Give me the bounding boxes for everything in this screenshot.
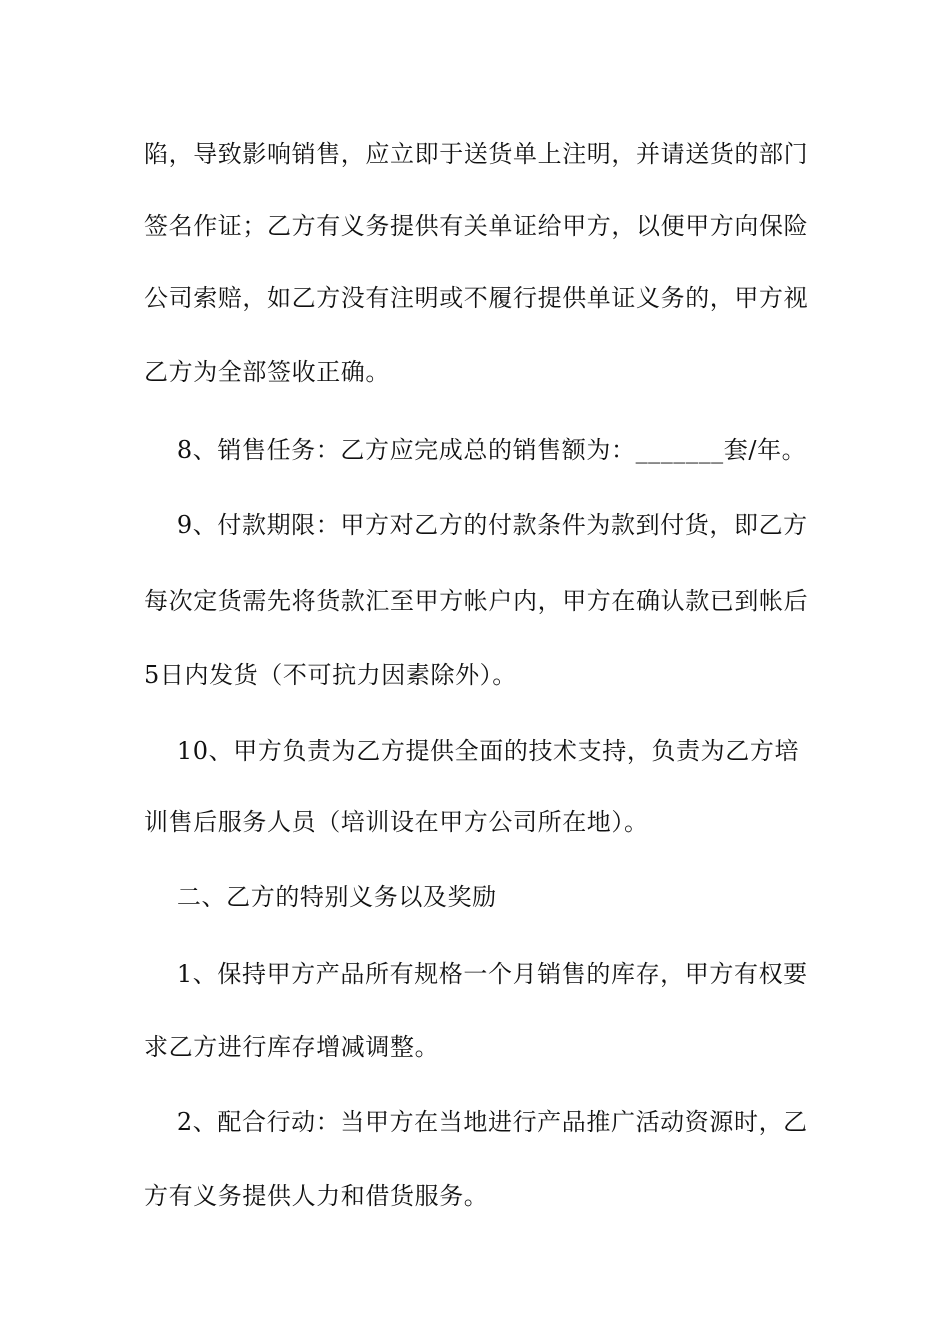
text-line: 9、付款期限：甲方对乙方的付款条件为款到付货，即乙方 (144, 511, 808, 539)
text-line: 10、甲方负责为乙方提供全面的技术支持，负责为乙方培 (144, 737, 800, 765)
text-line: 签名作证；乙方有义务提供有关单证给甲方，以便甲方向保险 (144, 212, 809, 240)
text-line: 方有义务提供人力和借货服务。 (144, 1182, 489, 1210)
text-line: 5日内发货（不可抗力因素除外）。 (144, 661, 517, 689)
text-line: 公司索赔，如乙方没有注明或不履行提供单证义务的，甲方视 (144, 284, 809, 312)
section-heading: 二、乙方的特别义务以及奖励 (144, 883, 497, 911)
text-line: 训售后服务人员（培训设在甲方公司所在地）。 (144, 808, 649, 836)
text-line: 2、配合行动：当甲方在当地进行产品推广活动资源时，乙 (144, 1108, 808, 1136)
text-line: 1、保持甲方产品所有规格一个月销售的库存，甲方有权要 (144, 960, 808, 988)
text-line: 乙方为全部签收正确。 (144, 358, 390, 386)
text-line: 8、销售任务：乙方应完成总的销售额为：_______套/年。 (144, 436, 807, 464)
text-line: 陷，导致影响销售，应立即于送货单上注明，并请送货的部门 (144, 140, 809, 168)
text-line: 每次定货需先将货款汇至甲方帐户内，甲方在确认款已到帐后 (144, 587, 809, 615)
text-line: 求乙方进行库存增减调整。 (144, 1033, 440, 1061)
